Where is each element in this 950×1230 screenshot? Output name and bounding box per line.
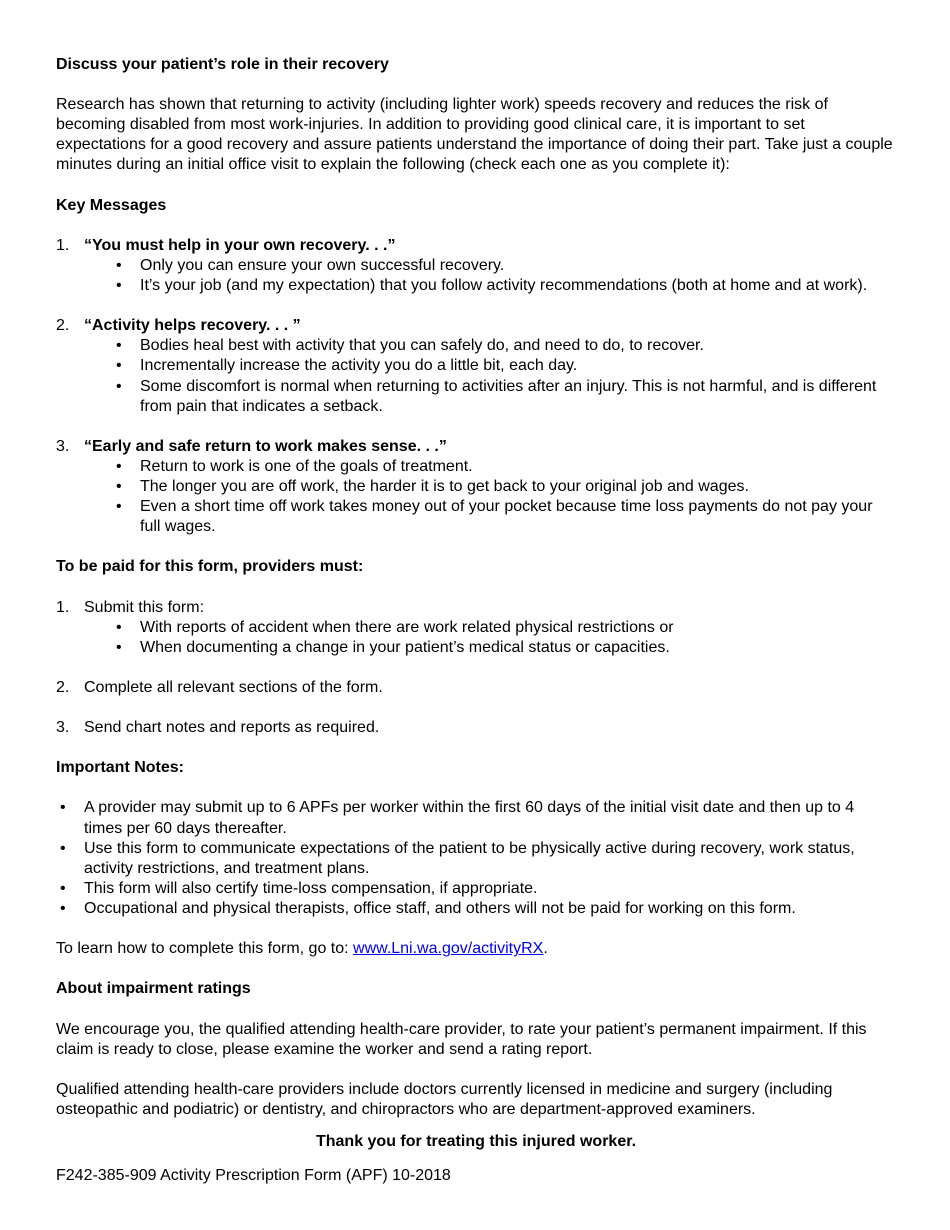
- bullet-item: • Even a short time off work takes money out of your pocket because time loss payments do not pay your full wages.: [56, 497, 896, 537]
- numbered-row: [56, 598, 896, 618]
- bullet-item: • Bodies heal best with activity that you can safely do, and need to do, to recover.: [56, 336, 896, 356]
- paid-heading: To be paid for this form, providers must:: [56, 558, 364, 576]
- numbered-item: [56, 718, 896, 738]
- bullet-list: [56, 256, 896, 296]
- impairment-heading: About impairment ratings: [56, 980, 251, 998]
- numbered-item: [56, 678, 896, 698]
- numbered-item: [56, 437, 896, 537]
- note-item: • Use this form to communicate expectations of the patient to be physically active during recovery, work status, activity restrictions, and treatment plans.: [56, 839, 896, 879]
- numbered-row: [56, 718, 896, 738]
- intro-paragraph: Research has shown that returning to activity (including lighter work) speeds recovery and reduces the risk of becoming disabled from most work-injuries. In addition to providing good clinical care, it is important to set expectations for a good recovery and assure patients understand the importance of doing their part. Take just a couple minutes during an initial office visit to explain the following (check each one as you complete it):: [56, 96, 893, 174]
- numbered-row: [56, 678, 896, 698]
- impairment-paragraph-2: Qualified attending health-care providers include doctors currently licensed in medicine and surgery (including osteopathic and podiatric) or dentistry, and chiropractors who are department-approved examiners.: [56, 1080, 833, 1118]
- bullet-item: • With reports of accident when there are work related physical restrictions or: [56, 618, 896, 638]
- item-number: 1.: [56, 236, 70, 254]
- bullet-item: • Some discomfort is normal when returning to activities after an injury. This is not harmful, and is different from pain that indicates a setback.: [56, 377, 896, 417]
- item-number: 3.: [56, 719, 70, 737]
- item-text: Send chart notes and reports as required.: [84, 719, 380, 737]
- bullet-item: • The longer you are off work, the harder it is to get back to your original job and wages.: [56, 477, 896, 497]
- key-messages-list: [56, 236, 896, 537]
- paid-requirements-list: [56, 598, 896, 739]
- bullet-list: [56, 457, 896, 537]
- activityrx-link[interactable]: www.Lni.wa.gov/activityRX: [353, 940, 544, 958]
- numbered-item: [56, 236, 896, 296]
- item-text: “Early and safe return to work makes sense. . .”: [84, 437, 447, 455]
- item-text: Submit this form:: [84, 598, 205, 616]
- bullet-item: • When documenting a change in your patient’s medical status or capacities.: [56, 638, 896, 658]
- notes-list: [56, 798, 896, 919]
- bullet-item: • Return to work is one of the goals of treatment.: [56, 457, 896, 477]
- note-item: • Occupational and physical therapists, office staff, and others will not be paid for working on this form.: [56, 899, 896, 919]
- learn-prefix: To learn how to complete this form, go to:: [56, 940, 354, 958]
- numbered-row: [56, 316, 896, 336]
- thank-you-text: Thank you for treating this injured worker.: [315, 1132, 637, 1150]
- numbered-row: [56, 437, 896, 457]
- item-text: Complete all relevant sections of the form.: [84, 678, 383, 696]
- bullet-item: • It’s your job (and my expectation) that you follow activity recommendations (both at home and at work).: [56, 276, 896, 296]
- numbered-item: [56, 316, 896, 416]
- learn-suffix: .: [543, 940, 548, 958]
- note-item: • This form will also certify time-loss compensation, if appropriate.: [56, 879, 896, 899]
- key-messages-heading: Key Messages: [56, 196, 167, 214]
- bullet-item: • Only you can ensure your own successful recovery.: [56, 256, 896, 276]
- item-number: 3.: [56, 437, 70, 455]
- document-page: [56, 55, 896, 1186]
- note-item: • A provider may submit up to 6 APFs per worker within the first 60 days of the initial visit date and then up to 4 times per 60 days thereafter.: [56, 798, 896, 838]
- item-number: 2.: [56, 678, 70, 696]
- notes-heading: Important Notes:: [56, 759, 184, 777]
- bullet-item: • Incrementally increase the activity you do a little bit, each day.: [56, 356, 896, 376]
- impairment-paragraph-1: We encourage you, the qualified attending health-care provider, to rate your patient’s permanent impairment. If this claim is ready to close, please examine the worker and send a rating report.: [56, 1020, 867, 1058]
- bullet-list: [56, 336, 896, 416]
- item-number: 2.: [56, 317, 70, 335]
- form-footer: F242-385-909 Activity Prescription Form (APF) 10-2018: [56, 1167, 451, 1185]
- bullet-list: [56, 618, 896, 658]
- role-heading: Discuss your patient’s role in their recovery: [56, 56, 389, 73]
- item-number: 1.: [56, 598, 70, 616]
- item-text: “You must help in your own recovery. . .”: [84, 236, 396, 254]
- numbered-row: [56, 236, 896, 256]
- learn-more-text: [56, 939, 896, 959]
- item-text: “Activity helps recovery. . . ”: [84, 317, 301, 335]
- numbered-item: [56, 598, 896, 658]
